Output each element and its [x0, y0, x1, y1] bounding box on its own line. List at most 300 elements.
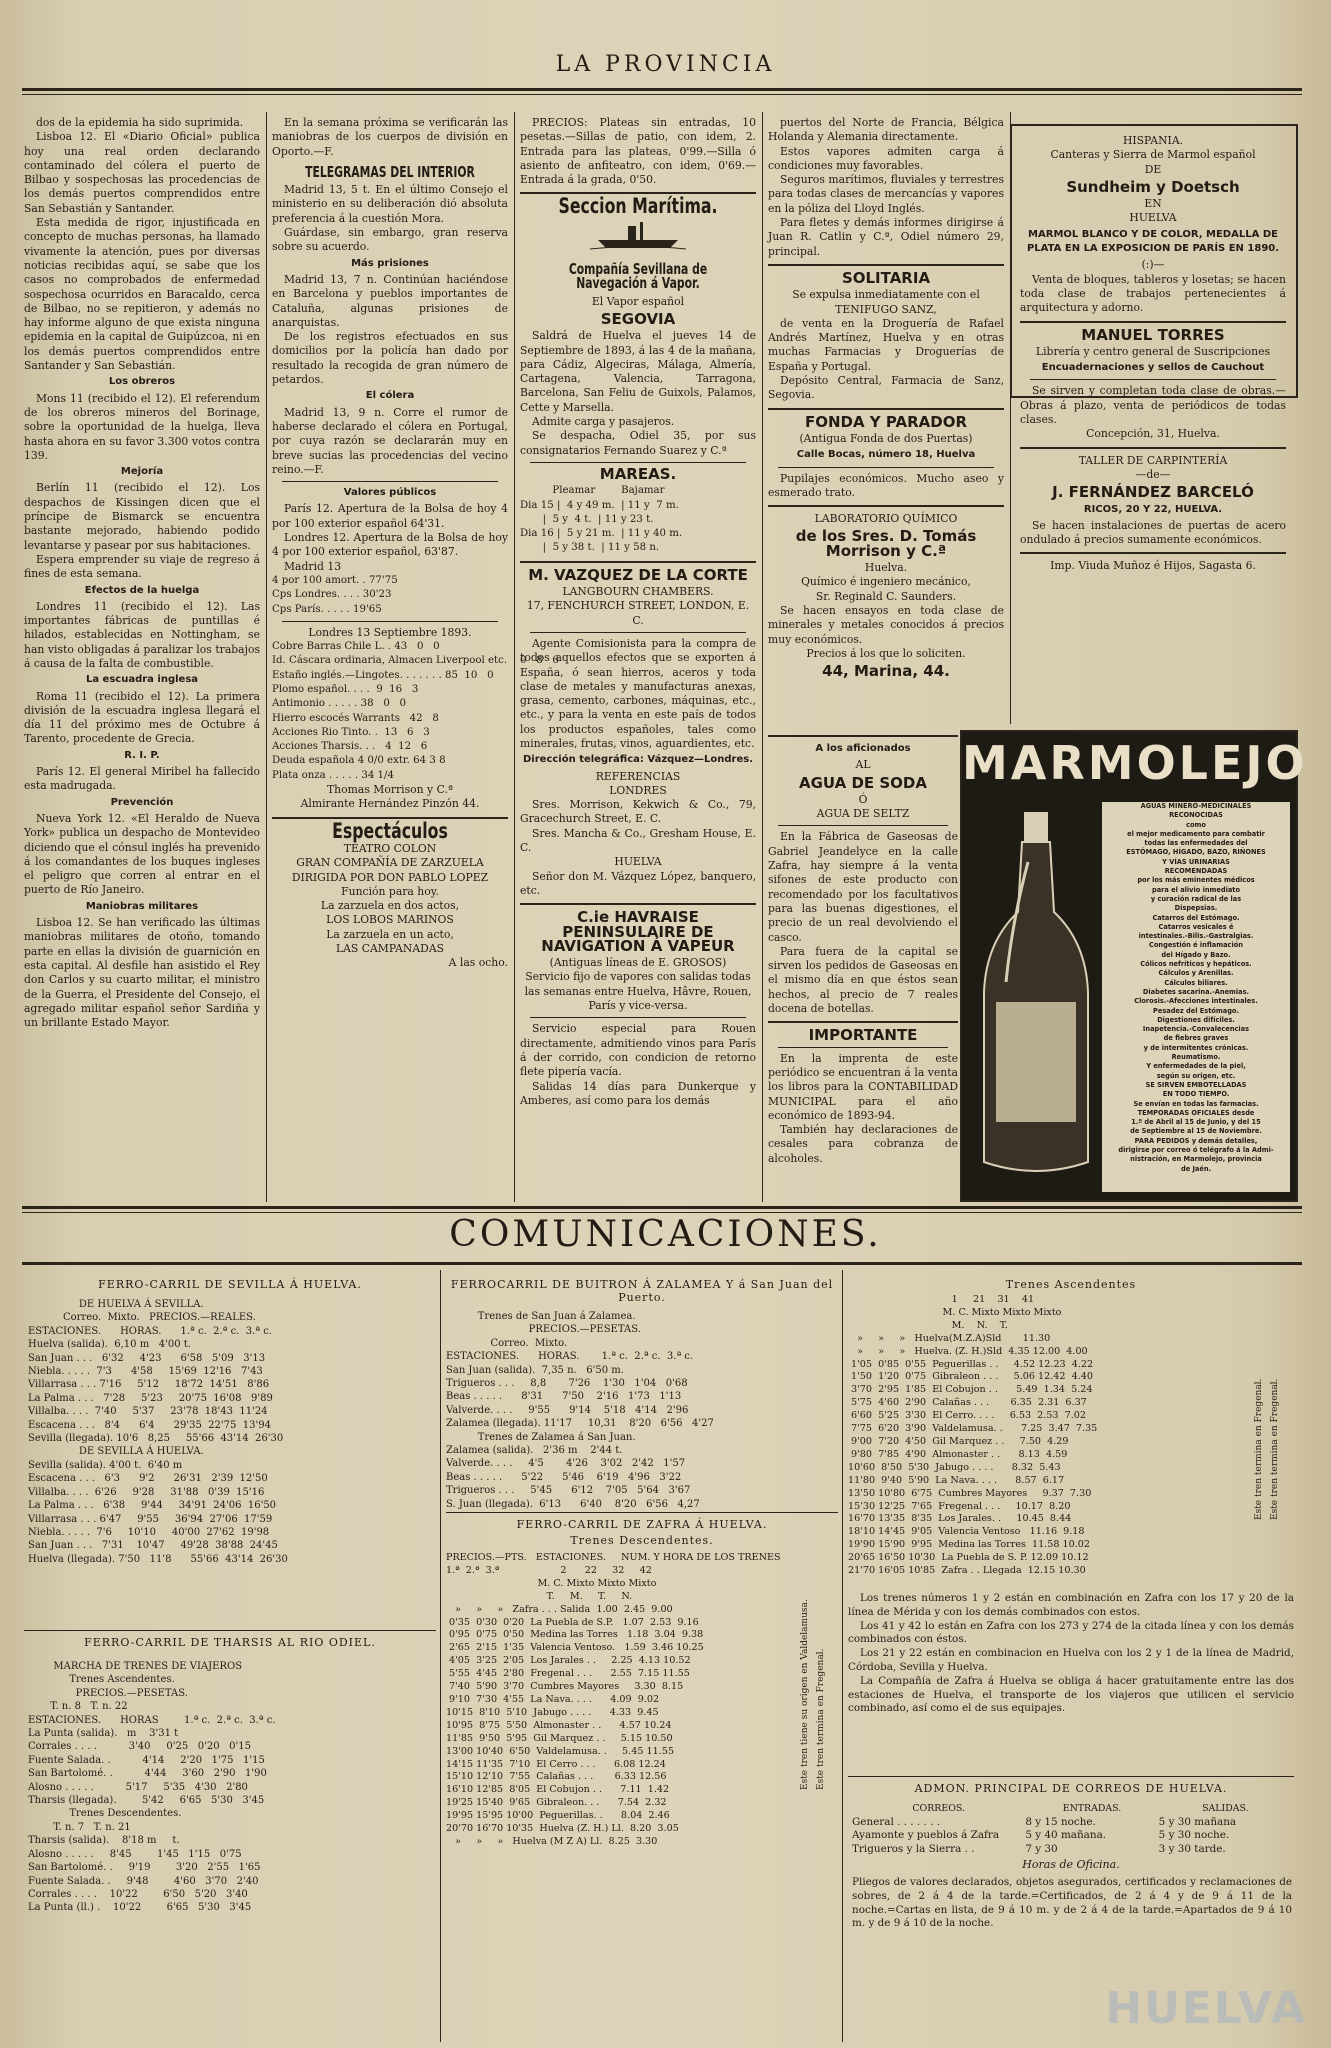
- timetable-row: Escacena . . . 6'3 9'2 26'31 2'39 12'50: [28, 1473, 268, 1485]
- timetable-row: 11'80 9'40 5'90 La Nava. . . . 8.57 6.17: [848, 1474, 1065, 1486]
- data-row: Plata onza . . . . . 34 1/4: [272, 769, 394, 781]
- data-row: Dia 15 | 4 y 49 m. | 11 y 7 m.: [520, 499, 679, 511]
- timetable-row: PRECIOS.—PTS. ESTACIONES. NUM. Y HORA DE LOS TRENES: [446, 1552, 781, 1563]
- note-paragraph: Los 21 y 22 están en combinacion en Huelva con los 2 y 1 de la línea de Madrid, Córdoba, Sevilla y Huelva.: [848, 1647, 1294, 1673]
- timetable-row: y de intermitentes crónicas.: [1143, 1043, 1249, 1052]
- timetable-row: PRECIOS.—PESETAS.: [28, 1687, 188, 1699]
- centered-line: TALLER DE CARPINTERÍA: [1078, 453, 1228, 467]
- sevilla-title: FERRO-CARRIL DE SEVILLA Á HUELVA.: [98, 1278, 362, 1291]
- paragraph: Espera emprender su viaje de regreso á fines de esta semana.: [24, 552, 260, 581]
- data-row: Cps Londres. . . . 30'23: [272, 589, 392, 601]
- centered-line: LABORATORIO QUÍMICO: [814, 512, 958, 526]
- paragraph: Señor don M. Vázquez López, banquero, etc.: [520, 869, 756, 897]
- column-4-advertisements: [768, 116, 1004, 726]
- timetable-row: Clorosis.-Afecciones intestinales.: [1134, 997, 1258, 1006]
- note-paragraph: Los trenes números 1 y 2 están en combinación en Zafra con los 17 y 20 de la línea de Mérida y con los demás combinados con estos.: [848, 1592, 1294, 1618]
- rule: [1020, 552, 1286, 554]
- subheading: RICOS, 20 Y 22, HUELVA.: [1083, 503, 1223, 515]
- centered-line: Imp. Viuda Muñoz é Hijos, Sagasta 6.: [1050, 559, 1256, 573]
- subheading: Calle Bocas, número 18, Huelva: [796, 449, 976, 461]
- centered-line: (:)—: [1141, 258, 1165, 272]
- subheading: Maniobras militares: [85, 900, 199, 912]
- timetable-row: San Juan (salida). 7,35 n. 6'50 m.: [446, 1364, 624, 1376]
- timetable-row: S. Juan (llegada). 6'13 6'40 8'20 6'56 4,27: [446, 1498, 700, 1510]
- timetable-row: Y VÍAS URINARIAS: [1162, 857, 1230, 866]
- paragraph: Se despacha, Odiel 35, por sus consignatarios Fernando Suarez y C.ª: [520, 429, 756, 457]
- tharsis-timetable: [28, 1660, 436, 1915]
- ad-title: SEGOVIA: [600, 309, 676, 328]
- correos-cell: CORREOS.: [912, 1803, 965, 1814]
- subheading: El cólera: [365, 390, 415, 402]
- centered-line: LONDRES: [609, 783, 667, 797]
- paragraph: En la Fábrica de Gaseosas de Gabriel Jeandelyce en la calle Zafra, hay siempre á la venta sifones de este producto con recomendado por los facultativos para las buenas digestiones, el precio de un real devolviendo el casco.: [768, 830, 958, 944]
- timetable-row: Pesadez del Estómago.: [1153, 1006, 1239, 1015]
- timetable-row: Catarros vesicales é: [1158, 922, 1234, 931]
- timetable-row: 9'80 7'85 4'90 Almonaster . . 8.13 4.59: [848, 1448, 1068, 1460]
- timetable-row: Tharsis (salida). 8'18 m t.: [28, 1835, 180, 1847]
- correos-row: [852, 1816, 1292, 1830]
- correos-cell: Trigueros y la Sierra . .: [852, 1842, 975, 1855]
- column-divider: [514, 112, 515, 1202]
- column-1-telegrams: [24, 116, 260, 1198]
- separator: [1030, 379, 1276, 380]
- right-line: A las ocho.: [448, 956, 508, 970]
- timetable-row: Congestión é inflamación: [1149, 941, 1243, 950]
- sevilla-timetable: [28, 1298, 436, 1566]
- ascendentes-timetable: [848, 1294, 1294, 1578]
- centered-line: Almirante Hernández Pinzón 44.: [300, 797, 480, 811]
- timetable-row: Escacena . . . 8'4 6'4 29'35 22'75 13'94: [28, 1419, 271, 1431]
- centered-line: DE: [1144, 162, 1162, 176]
- timetable-row: DE HUELVA Á SEVILLA.: [28, 1299, 204, 1310]
- centered-line: EN: [1144, 197, 1162, 211]
- correos-row: [852, 1829, 1292, 1843]
- paragraph: Venta de bloques, tableros y losetas; se hacen toda clase de trabajos pertenecientes á arquitectura y adorno.: [1020, 272, 1286, 315]
- timetable-row: por los más eminentes médicos: [1137, 876, 1255, 885]
- centered-line: El Vapor español: [591, 294, 685, 308]
- section-rule: [22, 1262, 1302, 1265]
- ad-title: AGUA DE SODA: [798, 773, 927, 792]
- subheading: Prevención: [110, 796, 174, 808]
- timetable-row: M. N. T.: [848, 1319, 1008, 1331]
- timetable-row: San Bartolomé. . 4'44 3'60 2'90 1'90: [28, 1768, 267, 1780]
- ad-title: Sundheim y Doetsch: [1066, 177, 1240, 196]
- correos-row: [852, 1802, 1292, 1816]
- timetable-row: para el alivio inmediato: [1152, 885, 1240, 894]
- timetable-row: San Juan . . . 7'31 10'47 49'28 38'88 24'45: [28, 1540, 278, 1552]
- paragraph: Se sirven y completan toda clase de obras.—Obras á plazo, venta de periódicos de todas clases.: [1020, 384, 1286, 427]
- timetable-row: T. n. 8 T. n. 22: [28, 1701, 128, 1713]
- timetable-row: Digestiones difíciles.: [1157, 1015, 1235, 1024]
- data-row: 4 por 100 amort. . 77'75: [272, 574, 398, 586]
- timetable-row: San Bartolomé. . 9'19 3'20 2'55 1'65: [28, 1862, 261, 1874]
- rule: [1020, 447, 1286, 449]
- data-row: | 5 y 38 t. | 11 y 58 n.: [520, 542, 660, 554]
- timetable-row: 13'00 10'40 6'50 Valdelamusa. . 5.45 11.55: [446, 1745, 674, 1757]
- correos-cell: ENTRADAS.: [1062, 1803, 1122, 1814]
- centered-line: Ó: [858, 792, 868, 806]
- correos-table: [852, 1802, 1292, 1856]
- timetable-row: 5'75 4'60 2'90 Calañas . . . 6.35 2.31 6.37: [848, 1397, 1087, 1409]
- timetable-row: 11'85 9'50 5'95 Gil Marquez . . 5.15 10.50: [446, 1732, 673, 1744]
- column-divider: [842, 1270, 843, 2042]
- timetable-row: Villarrasa . . . 6'47 9'55 36'94 27'06 17'59: [28, 1513, 273, 1525]
- timetable-row: Correo. Mixto.: [446, 1337, 568, 1349]
- timetable-row: » » » Huelva (M Z A) Ll. 8.25 3.30: [446, 1835, 658, 1847]
- paragraph: Seguros marítimos, fluviales y terrestres para todas clases de mercancías y vapores en la póliza del Lloyd Inglés.: [768, 173, 1004, 215]
- horas-text: Pliegos de valores declarados, objetos asegurados, certificados y reclamaciones de sobres, de 2 á 4 de la tarde.=Certificados, de 2 á 4 y de 9 á 11 de la noche.=Cartas en lista, de 9 á 10 m. y de 2 á 4 de la tarde.=Apartados de 9 á 10 m. y de 9 á 10 de la noche.: [852, 1876, 1292, 1930]
- data-row: Cps París. . . . . 19'65: [272, 603, 382, 615]
- timetable-row: Tharsis (llegada). 5'42 6'65 5'30 3'45: [28, 1795, 265, 1807]
- timetable-row: AGUAS MINERO-MEDICINALES: [1140, 802, 1252, 810]
- timetable-row: 21'70 16'05 10'85 Zafra . . Llegada 12.15 10.30: [848, 1565, 1086, 1577]
- subheading: Mejoría: [120, 466, 164, 478]
- rule: [24, 1630, 436, 1631]
- timetable-row: La Palma . . . 7'28 5'23 20'75 16'08 9'89: [28, 1392, 273, 1404]
- rule: [768, 408, 1004, 410]
- subheading: R. I. P.: [124, 749, 160, 761]
- data-row: Dia 16 | 5 y 21 m. | 11 y 40 m.: [520, 528, 683, 540]
- centered-line: Químico é ingeniero mecánico,: [801, 575, 971, 589]
- timetable-row: Fuente Salada. . 4'14 2'20 1'75 1'15: [28, 1754, 265, 1766]
- paragraph: Admite carga y pasajeros.: [532, 415, 675, 429]
- timetable-row: T. n. 7 T. n. 21: [28, 1821, 131, 1833]
- subheading: Los obreros: [108, 376, 176, 388]
- timetable-row: Corrales . . . . 3'40 0'25 0'20 0'15: [28, 1741, 251, 1753]
- timetable-row: 14'15 11'35 7'10 El Cerro . . . 6.08 12.24: [446, 1758, 666, 1770]
- separator: [530, 632, 746, 633]
- data-row: Plomo español. . . . 9 16 3: [272, 683, 419, 695]
- timetable-row: 20'65 16'50 10'30 La Puebla de S. P. 12.09 10.12: [848, 1552, 1089, 1564]
- rule: [446, 1512, 838, 1513]
- data-row: Acciones Rio Tinto. . 13 6 3: [272, 726, 430, 738]
- buitron-timetable: [446, 1310, 838, 1511]
- data-row: | 5 y 4 t. | 11 y 23 t.: [520, 513, 654, 525]
- timetable-row: Trenes Descendentes.: [28, 1808, 182, 1820]
- timetable-row: Sevilla (llegada). 10'6 8,25 55'66 43'14 26'30: [28, 1433, 284, 1445]
- centered-line: Thomas Morrison y C.ª: [326, 783, 454, 797]
- timetable-row: San Juan . . . 6'32 4'23 6'58 5'09 3'13: [28, 1352, 266, 1364]
- timetable-row: PRECIOS.—PESETAS.: [446, 1324, 641, 1336]
- ascendentes-title: Trenes Ascendentes: [1005, 1278, 1137, 1291]
- centered-line: Se expulsa inmediatamente con el: [792, 288, 980, 302]
- timetable-row: del Hígado y Bazo.: [1161, 950, 1231, 959]
- paragraph: Se hacen ensayos en toda clase de minerales y metales conocidos á precios muy económicos.: [768, 603, 1004, 646]
- timetable-row: 4'05 3'25 2'05 Los Jarales . . 2.25 4.13 10.52: [446, 1655, 691, 1667]
- timetable-row: ESTÓMAGO, HÍGADO, BAZO, RIÑONES: [1126, 848, 1266, 857]
- rule: [1020, 321, 1286, 323]
- timetable-row: como: [1186, 820, 1206, 829]
- timetable-row: de Septiembre al 15 de Noviembre.: [1130, 1127, 1262, 1136]
- centered-line: Concepción, 31, Huelva.: [1086, 427, 1220, 441]
- column-3-maritime: [520, 116, 756, 1198]
- centered-line: REFERENCIAS: [595, 769, 681, 783]
- timetable-row: 9'00 7'20 4'50 Gil Marquez . . 7.50 4.29: [848, 1435, 1069, 1447]
- paragraph: Salidas 14 días para Dunkerque y Amberes, así como para los demás: [520, 1079, 756, 1107]
- steamship-icon: [520, 218, 756, 252]
- timetable-row: Diabetes sacarina.-Anemias.: [1142, 987, 1250, 996]
- horas-title: Horas de Oficina.: [1022, 1858, 1120, 1871]
- timetable-row: Niebla. . . . . 7'3 4'58 15'69 12'16 7'43: [28, 1366, 263, 1378]
- separator: [530, 1017, 746, 1018]
- timetable-row: Correo. Mixto. PRECIOS.—REALES.: [28, 1312, 256, 1324]
- timetable-row: 20'70 16'70 10'35 Huelva (Z. H.) Ll. 8.20 3.05: [446, 1823, 679, 1835]
- centered-line: Librería y centro general de Suscripciones: [1035, 344, 1271, 358]
- timetable-row: Se envían en todas las farmacias.: [1133, 1099, 1259, 1108]
- paragraph: Sres. Mancha & Co., Gresham House, E. C.: [520, 826, 756, 855]
- timetable-row: Reumatismo.: [1171, 1053, 1221, 1062]
- paragraph: Madrid 13: [284, 559, 342, 573]
- timetable-row: Huelva (llegada). 7'50 11'8 55'66 43'14 26'30: [28, 1553, 288, 1565]
- centered-line: La zarzuela en un acto,: [326, 927, 454, 941]
- subheading: Encuadernaciones y sellos de Cauchout: [1041, 362, 1265, 374]
- timetable-row: 6'60 5'25 3'30 El Cerro. . . . 6.53 2.53 7.02: [848, 1410, 1086, 1422]
- timetable-row: Huelva (salida). 6,10 m 4'00 t.: [28, 1339, 191, 1351]
- timetable-row: todas las enfermedades del: [1144, 839, 1248, 848]
- timetable-row: Villalba. . . . 6'26 9'28 31'88 0'39 15'16: [28, 1486, 265, 1498]
- timetable-row: 19'25 15'40 9'65 Gibraleon. . . 7.54 2.32: [446, 1797, 667, 1809]
- timetable-row: 10'95 8'75 5'50 Almonaster . . 4.57 10.24: [446, 1719, 672, 1731]
- section-rule-thin: [22, 1212, 1302, 1213]
- timetable-row: TEMPORADAS OFICIALES desde: [1137, 1108, 1255, 1117]
- zafra-timetable: [446, 1552, 838, 1849]
- subheading: La escuadra inglesa: [85, 674, 199, 686]
- correos-cell: 7 y 30: [1025, 1842, 1058, 1855]
- timetable-row: intestinales.-Bilis.-Gastralgias.: [1138, 932, 1254, 941]
- centered-line: HISPANIA.: [1122, 134, 1184, 147]
- rule: [520, 903, 756, 905]
- correos-cell: 5 y 30 noche.: [1158, 1829, 1230, 1842]
- timetable-row: 16'70 13'35 8'35 Los Jarales. . 10.45 8.44: [848, 1513, 1072, 1525]
- timetable-row: según su origen, etc.: [1156, 1071, 1236, 1080]
- timetable-row: Sevilla (salida). 4'00 t. 6'40 m: [28, 1459, 183, 1471]
- section-rule: [22, 1206, 1302, 1209]
- timetable-row: 1'05 0'85 0'55 Peguerillas . . 4.52 12.23 4.22: [848, 1358, 1094, 1370]
- timetable-row: 7'75 6'20 3'90 Valdelamusa. . 7.25 3.47 7.35: [848, 1423, 1098, 1435]
- heading: Compañía Sevillana de Navegación á Vapor.: [568, 260, 708, 293]
- timetable-row: Trenes de San Juan á Zalamea.: [446, 1311, 636, 1322]
- data-row: Acciones Tharsis. . . 4 12 6: [272, 741, 428, 753]
- paragraph: Nueva York 12. «El Heraldo de Nueva York» publica un despacho de Montevideo diciendo que el cónsul inglés ha prevenido á los comandantes de los buques ingleses el peligro que corren al entrar en el puerto de Río Janeiro.: [24, 811, 260, 897]
- centered-line: (Antiguas líneas de E. GROSOS): [549, 956, 727, 970]
- timetable-row: DE SEVILLA Á HUELVA.: [28, 1446, 204, 1458]
- timetable-row: Alosno . . . . . 5'17 5'35 4'30 2'80: [28, 1781, 248, 1793]
- timetable-row: T. M. T. N.: [446, 1590, 633, 1602]
- masthead-rule-thin: [22, 94, 1302, 95]
- rule: [768, 1021, 958, 1023]
- separator: [778, 825, 948, 826]
- paragraph: Guárdase, sin embargo, gran reserva sobre su acuerdo.: [272, 226, 508, 254]
- timetable-row: Cólicos nefríticos y hepáticos.: [1140, 960, 1252, 969]
- ad-title: M. VAZQUEZ DE LA CORTE: [528, 565, 748, 584]
- zafra-subtitle: Trenes Descendentes.: [570, 1534, 714, 1547]
- ad-title: MANUEL TORRES: [1081, 325, 1225, 344]
- comunicaciones-title: COMUNICACIONES.: [449, 1214, 882, 1255]
- vertical-note: Este tren termina en Fregenal.: [1254, 1378, 1264, 1520]
- timetable-row: 1 21 31 41: [848, 1294, 1035, 1305]
- timetable-row: Cálculos y Arenillas.: [1158, 969, 1234, 978]
- timetable-row: 7'40 5'90 3'70 Cumbres Mayores 3.30 8.15: [446, 1681, 684, 1693]
- marmolejo-title: MARMOLEJO: [962, 736, 1308, 790]
- correos-cell: 3 y 30 tarde.: [1158, 1842, 1226, 1855]
- centered-line: LANGBOURN CHAMBERS.: [562, 585, 714, 599]
- separator: [778, 1047, 948, 1048]
- column-divider: [762, 112, 763, 1202]
- rule: [768, 264, 1004, 266]
- timetable-row: 5'55 4'45 2'80 Fregenal . . . 2.55 7.15 11.55: [446, 1668, 690, 1680]
- paragraph: Sres. Morrison, Kekwich & Co., 79, Gracechurch Street, E. C.: [520, 798, 756, 826]
- timetable-row: 13'50 10'80 6'75 Cumbres Mayores 9.37 7.30: [848, 1487, 1092, 1499]
- centered-line: GRAN COMPAÑÍA DE ZARZUELA DIRIGIDA POR DON PABLO LOPEZ: [291, 856, 489, 884]
- ad-title: IMPORTANTE: [808, 1026, 918, 1045]
- vertical-note: Este tren termina en Fregenal.: [1270, 1378, 1280, 1520]
- correos-cell: 8 y 15 noche.: [1025, 1815, 1096, 1828]
- masthead-title: LA PROVINCIA: [555, 52, 776, 77]
- paragraph: Para fletes y demás informes dirigirse á Juan R. Catlin y C.ª, Odiel número 29, principal.: [768, 216, 1004, 258]
- column-2-interior-news: [272, 116, 559, 1198]
- data-row: Estaño inglés.—Lingotes. . . . . . . 85 10 0: [272, 669, 494, 681]
- timetable-row: ESTACIONES. HORAS. 1.ª c. 2.ª c. 3.ª c.: [28, 1325, 272, 1337]
- timetable-row: Y enfermedades de la piel,: [1146, 1062, 1246, 1071]
- paragraph: También hay declaraciones de cesales para cobranza de alcoholes.: [768, 1123, 958, 1165]
- paragraph: Roma 11 (recibido el 12). La primera división de la escuadra inglesa llegará el día 11 del próximo mes de Octubre á Tarento, procedente de Grecia.: [24, 689, 260, 746]
- timetable-row: ESTACIONES. HORAS. 1.ª c. 2.ª c. 3.ª c.: [446, 1351, 694, 1363]
- ascendentes-notes: [848, 1592, 1294, 1716]
- paragraph: En la semana próxima se verificarán las maniobras de los cuerpos de división en Oporto.—F.: [272, 116, 508, 158]
- timetable-row: EN TODO TIEMPO.: [1162, 1090, 1230, 1099]
- timetable-row: 19'90 15'90 9'95 Medina las Torres 11.58 10.02: [848, 1539, 1091, 1551]
- correos-title: ADMON. PRINCIPAL DE CORREOS DE HUELVA.: [914, 1782, 1228, 1795]
- paragraph: En la imprenta de este periódico se encuentran á la venta los libros para la CONTABILIDAD MUNICIPAL para el año económico de 1893-94.: [768, 1051, 958, 1122]
- ad-title: SOLITARIA: [841, 268, 931, 287]
- rule: [848, 1776, 1294, 1777]
- paragraph: Depósito Central, Farmacia de Sanz, Segovia.: [768, 374, 1004, 402]
- rule: [520, 561, 756, 563]
- paragraph: Madrid 13, 5 t. En el último Consejo el ministerio en su deliberación dió absoluta preferencia á la cuestión Mora.: [272, 183, 508, 225]
- paragraph: Lisboa 12. El «Diario Oficial» publica hoy una real orden declarando contaminado del cólera el puerto de Bilbao y sospechosas las procedencias de los demás puertos comprendidos entre San Sebastián y Santander.: [24, 130, 260, 215]
- timetable-row: » » » Zafra . . . Salida 1.00 2.45 9.00: [446, 1603, 673, 1615]
- timetable-row: 15'10 12'10 7'55 Calañas . . . 6.33 12.56: [446, 1771, 667, 1783]
- heading: TELEGRAMAS DEL INTERIOR: [305, 162, 475, 181]
- rule: [768, 735, 958, 737]
- timetable-row: PARA PEDIDOS y demás detalles,: [1134, 1136, 1258, 1145]
- timetable-row: de fiebres graves: [1163, 1034, 1229, 1043]
- correos-cell: 5 y 40 mañana.: [1025, 1829, 1107, 1842]
- timetable-row: 3'70 2'95 1'85 El Cobujon . . 5.49 1.34 5.24: [848, 1384, 1093, 1396]
- data-row: Cobre Barras Chile L. . 43 0 0: [272, 641, 440, 653]
- column-divider: [266, 112, 267, 1202]
- timetable-row: Villarrasa . . . 7'16 5'12 18'72 14'51 8'86: [28, 1379, 270, 1391]
- timetable-row: 1'50 1'20 0'75 Gibraleon . . . 5.06 12.42 4.40: [848, 1371, 1093, 1383]
- timetable-row: Beas . . . . . 5'22 5'46 6'19 4'96 3'22: [446, 1471, 682, 1483]
- subheading: Dirección telegráfica: Vázquez—Londres.: [523, 754, 753, 766]
- timetable-row: Trenes Ascendentes.: [28, 1674, 175, 1686]
- separator: [282, 481, 498, 482]
- paragraph: puertos del Norte de Francia, Bélgica Holanda y Alemania directamente.: [768, 116, 1004, 144]
- timetable-row: Valverde. . . . 9'55 9'14 5'18 4'14 2'96: [446, 1404, 689, 1416]
- data-row: Antimonio . . . . . 38 0 0: [272, 698, 406, 710]
- centered-line: —de—: [1135, 467, 1171, 481]
- column-4-lower: [768, 730, 958, 1200]
- timetable-row: SE SIRVEN EMBOTELLADAS: [1145, 1080, 1247, 1089]
- paragraph: Esta medida de rigor, injustificada en concepto de muchas personas, ha llamado vivamente la atención, pues por diversas noticias recibidas aquí, se sabe que los casos no comprobados de enfermedad sospechosa ocurridos en Baracaldo, cerca de Bilbao, no se repitieron, y además no hay informe alguno de que exista ninguna epidemia en la capital de Guipúzcoa, ni en los demás puertos comprendidos entre Santander y San Sebastián.: [24, 216, 260, 373]
- timetable-row: La Punta (ll.) . 10'22 6'65 5'30 3'45: [28, 1902, 252, 1914]
- correos-row: [852, 1843, 1292, 1857]
- timetable-row: Valverde. . . . 4'5 4'26 3'02 2'42 1'57: [446, 1458, 686, 1470]
- subheading: MARMOL BLANCO Y DE COLOR, MEDALLA DE PLATA EN LA EXPOSICION DE PARÍS EN 1890.: [1026, 228, 1280, 255]
- zafra-title: FERRO-CARRIL DE ZAFRA Á HUELVA.: [516, 1518, 768, 1531]
- ad-title: J. FERNÁNDEZ BARCELÓ: [1052, 483, 1254, 502]
- timetable-row: nistración, en Marmolejo, provincia: [1130, 1155, 1262, 1164]
- paragraph: Madrid 13, 9 n. Corre el rumor de haberse declarado el cólera en Portugal, por cuya razón se declararán muy en breve sucias las procedencias del vecino reino.—F.: [272, 405, 508, 476]
- watermark-stamp: HUELVA: [1105, 1983, 1307, 2034]
- subheading: Valores públicos: [343, 487, 437, 499]
- timetable-row: Villalba. . . . 7'40 5'37 23'78 18'43 11'24: [28, 1406, 268, 1418]
- ad-title: MAREAS.: [599, 464, 677, 483]
- timetable-row: dirigirse por correo ó telégrafo á la Admi-: [1118, 1145, 1274, 1154]
- paragraph: PRECIOS: Plateas sin entradas, 10 pesetas.—Sillas de patio, con idem, 2. Entrada para las plateas, 0'99.—Silla ó asiento de anfiteatro, con idem, 0'69.—Entrada á la grada, 0'50.: [520, 116, 756, 187]
- separator: [530, 462, 746, 463]
- timetable-row: 16'10 12'85 8'05 El Cobujon . . 7.11 1.42: [446, 1784, 670, 1796]
- bottle-illustration: [976, 802, 1096, 1182]
- paragraph: Servicio especial para Rouen directamente, admitiendo vinos para París á der corrido, con condicion de retorno flete pipería vacía.: [520, 1022, 756, 1079]
- note-paragraph: Los 41 y 42 lo están en Zafra con los 273 y 274 de la citada línea y con los demás combinados con éstos.: [848, 1619, 1294, 1646]
- centered-line: Londres 13 Septiembre 1893.: [308, 625, 472, 639]
- timetable-row: 15'30 12'25 7'65 Fregenal . . . 10.17 8.20: [848, 1500, 1071, 1512]
- timetable-row: M. C. Mixto Mixto Mixto: [446, 1577, 657, 1589]
- centered-line: HUELVA: [1129, 211, 1177, 225]
- paragraph: Para fuera de la capital se sirven los pedidos de Gaseosas en el mismo día en que éstos sean hechos, al precio de 7 reales docena de botellas.: [768, 944, 958, 1016]
- ad-title: FONDA Y PARADOR: [804, 412, 968, 431]
- timetable-row: Trenes de Zalamea á San Juan.: [446, 1431, 636, 1443]
- paragraph: Se hacen instalaciones de puertas de acero ondulado á precios sumamente económicos.: [1020, 518, 1286, 547]
- timetable-row: Fuente Salada. . 9'48 4'60 3'70 2'40: [28, 1875, 259, 1887]
- timetable-row: Trigueros . . . 5'45 6'12 7'05 5'64 3'67: [446, 1485, 691, 1497]
- centered-line: LAS CAMPANADAS: [335, 942, 445, 956]
- paragraph: dos de la epidemia ha sido suprimida.: [36, 116, 244, 129]
- column-5-advertisements: [1020, 134, 1286, 724]
- separator: [282, 621, 498, 622]
- timetable-row: 2'65 2'15 1'35 Valencia Ventoso. 1.59 3.46 10.25: [446, 1642, 704, 1654]
- buitron-title: FERROCARRIL DE BUITRON Á ZALAMEA Y á San Juan del Puerto.: [450, 1278, 834, 1304]
- timetable-row: y curación radical de las: [1150, 894, 1242, 903]
- column-divider: [440, 1270, 441, 2042]
- timetable-row: el mejor medicamento para combatir: [1127, 829, 1265, 838]
- marmolejo-text: [1102, 802, 1290, 1192]
- timetable-row: RECOMENDADAS: [1164, 867, 1228, 876]
- data-row: Id. Cáscara ordinaria, Almacen Liverpool etc. 0 8 6: [272, 655, 559, 667]
- paragraph: de venta en la Droguería de Rafael Andrés Martínez, Huelva y en otras muchas Farmacias y Droguerías de España y Portugal.: [768, 316, 1004, 373]
- timetable-row: Zalamea (llegada). 11'17 10,31 8'20 6'56 4'27: [446, 1418, 714, 1430]
- timetable-row: Dispepsias.: [1174, 904, 1218, 913]
- timetable-row: Zalamea (salida). 2'36 m 2'44 t.: [446, 1445, 623, 1457]
- subheading: A los aficionados: [815, 743, 911, 754]
- note-paragraph: La Compañía de Zafra á Huelva se obliga á hacer gratuitamente entre las dos estaciones de Huelva, el transporte de los viajeros que utilicen el servicio combinado, así como el de sus equipajes.: [848, 1674, 1294, 1715]
- paragraph: Lisboa 12. Se han verificado las últimas maniobras militares de otoño, tomando parte en ellas la división de guarnición en esta capital. Al desfile han asistido el Rey don Carlos y su cuarto militar, el ministro de la Guerra, el Presidente del Consejo, el agregado militar español señor Sardiña y un brillante Estado Mayor.: [24, 916, 260, 1030]
- timetable-row: 18'10 14'45 9'05 Valencia Ventoso 11.16 9.18: [848, 1526, 1085, 1538]
- correos-cell: SALIDAS.: [1202, 1803, 1249, 1814]
- rule: [768, 505, 1004, 507]
- centered-line: 17, FENCHURCH STREET, LONDON, E. C.: [526, 599, 750, 627]
- data-row: Hierro escocés Warrants 42 8: [272, 712, 439, 724]
- subheading: Efectos de la huelga: [84, 584, 200, 596]
- paragraph: Madrid 13, 7 n. Continúan haciéndose en Barcelona y pueblos importantes de Cataluña, algunas prisiones de anarquistas.: [272, 272, 508, 329]
- timetable-row: Catarros del Estómago.: [1152, 913, 1240, 922]
- ad-title: C.ie HAVRAISE PENINSULAIRE DE NAVIGATION Á VAPEUR: [541, 908, 735, 955]
- paragraph: Londres 12. Apertura de la Bolsa de hoy 4 por 100 exterior español, 63'87.: [272, 531, 508, 559]
- paragraph: Agente Comisionista para la compra de todos aquellos efectos que se exporten á España, ó sean hierros, aceros y toda clase de metales y manufacturas anexas, grasa, cemento, carbones, máquinas, etc., etc., y para la venta en este país de todos los productos españoles, tales como minerales, frutas, vinos, aguardientes, etc.: [520, 636, 756, 750]
- centered-line: LOS LOBOS MARINOS: [326, 913, 454, 927]
